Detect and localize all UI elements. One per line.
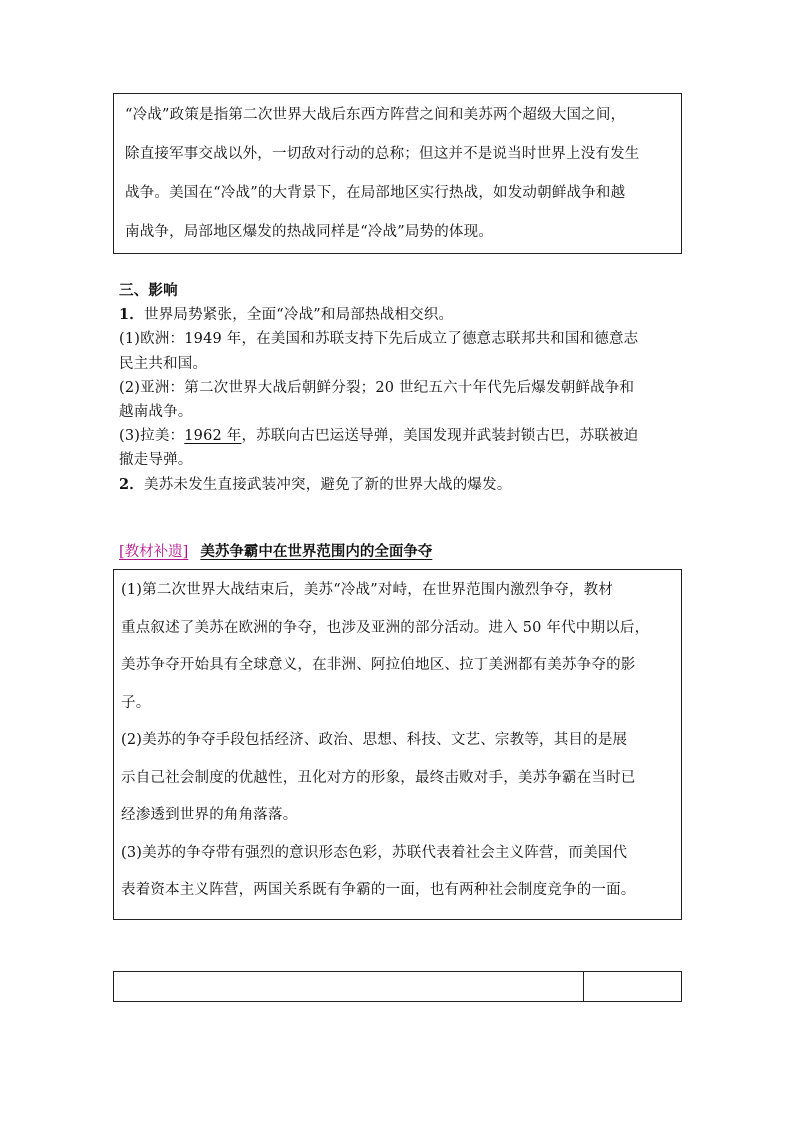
supplement-line-5: (2)美苏的争夺手段包括经济、政治、思想、科技、文艺、宗教等，其目的是展 — [121, 732, 628, 748]
cold-war-definition-box — [113, 93, 682, 254]
item-2-number: 2． — [119, 475, 144, 493]
supplement-line-8: (3)美苏的争夺带有强烈的意识形态色彩，苏联代表着社会主义阵营，而美国代 — [121, 844, 628, 861]
supplement-tag: [教材补遗] — [119, 544, 189, 560]
item-1-text: 世界局势紧张，全面“冷战”和局部热战相交织。 — [144, 307, 454, 324]
supplement-line-9: 表着资本主义阵营，两国关系既有争霸的一面，也有两种社会制度竞争的一面。 — [121, 882, 636, 898]
table-divider — [583, 972, 584, 1001]
item-1-number: 1． — [119, 306, 144, 324]
latin-america-rest: ，苏联向古巴运送导弹，美国发现并武装封锁古巴，苏联被迫 — [241, 428, 639, 445]
supplement-line-2: 重点叙述了美苏在欧洲的争夺，也涉及亚洲的部分活动。进入 50 年代中期以后， — [121, 619, 650, 636]
supplement-line-7: 经渗透到世界的角角落落。 — [121, 807, 298, 823]
supplement-line-1: (1)第二次世界大战结束后，美苏“冷战”对峙，在世界范围内激烈争夺，教材 — [121, 582, 614, 598]
latin-america-year: 1962 年 — [184, 428, 242, 445]
supplement-heading — [119, 541, 432, 563]
empty-footer-table — [113, 971, 682, 1002]
supplement-line-3: 美苏争夺开始具有全球意义，在非洲、阿拉伯地区、拉丁美洲都有美苏争夺的影 — [121, 657, 636, 673]
supplement-title: 美苏争霸中在世界范围内的全面争夺 — [200, 543, 433, 560]
latin-america-prefix: (3)拉美： — [119, 428, 185, 445]
box1-line-4: 南战争，局部地区爆发的热战同样是“冷战”局势的体现。 — [125, 224, 494, 240]
latin-america-line-1 — [119, 424, 694, 448]
supplement-line-6: 示自己社会制度的优越性，丑化对方的形象，最终击败对手，美苏争霸在当时已 — [121, 769, 636, 786]
latin-america-line-2: 撤走导弹。 — [119, 452, 193, 469]
impact-item-2 — [119, 473, 694, 497]
item-2-text: 美苏未发生直接武装冲突，避免了新的世界大战的爆发。 — [144, 476, 512, 493]
asia-line-2: 越南战争。 — [119, 404, 193, 421]
europe-line-2: 民主共和国。 — [119, 355, 208, 372]
box1-line-1: “冷战”政策是指第二次世界大战后东西方阵营之间和美苏两个超级大国之间， — [125, 107, 626, 123]
europe-line-1: (1)欧洲：1949 年，在美国和苏联支持下先后成立了德意志联邦共和国和德意志 — [119, 331, 639, 348]
impact-section — [119, 279, 694, 497]
supplement-box — [113, 569, 682, 920]
box1-line-3: 战争。美国在“冷战”的大背景下，在局部地区实行热战，如发动朝鲜战争和越 — [125, 185, 626, 201]
asia-line-1: (2)亚洲：第二次世界大战后朝鲜分裂；20 世纪五六十年代先后爆发朝鲜战争和 — [119, 379, 635, 396]
supplement-line-4: 子。 — [121, 694, 151, 711]
impact-item-1 — [119, 303, 694, 327]
section-heading: 三、影响 — [119, 282, 178, 299]
box1-line-2: 除直接军事交战以外，一切敌对行动的总称；但这并不是说当时世界上没有发生 — [125, 146, 640, 162]
